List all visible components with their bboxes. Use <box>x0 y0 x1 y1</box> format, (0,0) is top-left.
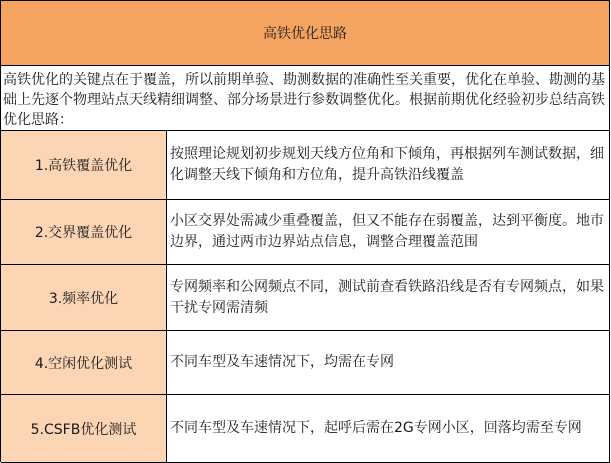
row-label: 1.高铁覆盖优化 <box>1 131 167 199</box>
row-content-text: 不同车型及车速情况下，起呼后需在2G专网小区，回落均需至专网 <box>170 420 582 436</box>
table-row <box>1 200 610 265</box>
row-content <box>167 395 610 462</box>
table-row <box>1 265 610 331</box>
table-row <box>1 331 610 395</box>
row-label: 3.频率优化 <box>1 265 167 330</box>
row-content-text: 专网频率和公网频点不同，测试前查看铁路沿线是否有专网频点，如果干扰专网需清频 <box>170 278 604 316</box>
row-content-text: 不同车型及车速情况下，均需在专网 <box>170 354 394 370</box>
table-row <box>1 131 610 200</box>
row-content <box>167 331 610 394</box>
row-content <box>167 200 610 264</box>
row-content <box>167 131 610 199</box>
row-label: 2.交界覆盖优化 <box>1 200 167 264</box>
table-title <box>1 1 610 66</box>
row-label: 5.CSFB优化测试 <box>1 395 167 462</box>
table-title-text: 高铁优化思路 <box>263 26 347 42</box>
table-row <box>1 395 610 463</box>
row-content-text: 小区交界处需减少重叠覆盖，但又不能存在弱覆盖，达到平衡度。地市边界，通过两市边界站点信息，调整合理覆盖范围 <box>170 213 604 250</box>
intro-text: 高铁优化的关键点在于覆盖，所以前期单验、勘测数据的准确性至关重要，优化在单验、勘测的基础上先逐个物理站点天线精细调整、部分场景进行参数调整优化。根据前期优化经验初步总结高铁优化思路： <box>1 66 610 131</box>
row-content-text: 按照理论规划初步规划天线方位角和下倾角，再根据列车测试数据，细化调整天线下倾角和方位角，提升高铁沿线覆盖 <box>170 146 604 183</box>
row-content <box>167 265 610 330</box>
row-label: 4.空闲优化测试 <box>1 331 167 394</box>
